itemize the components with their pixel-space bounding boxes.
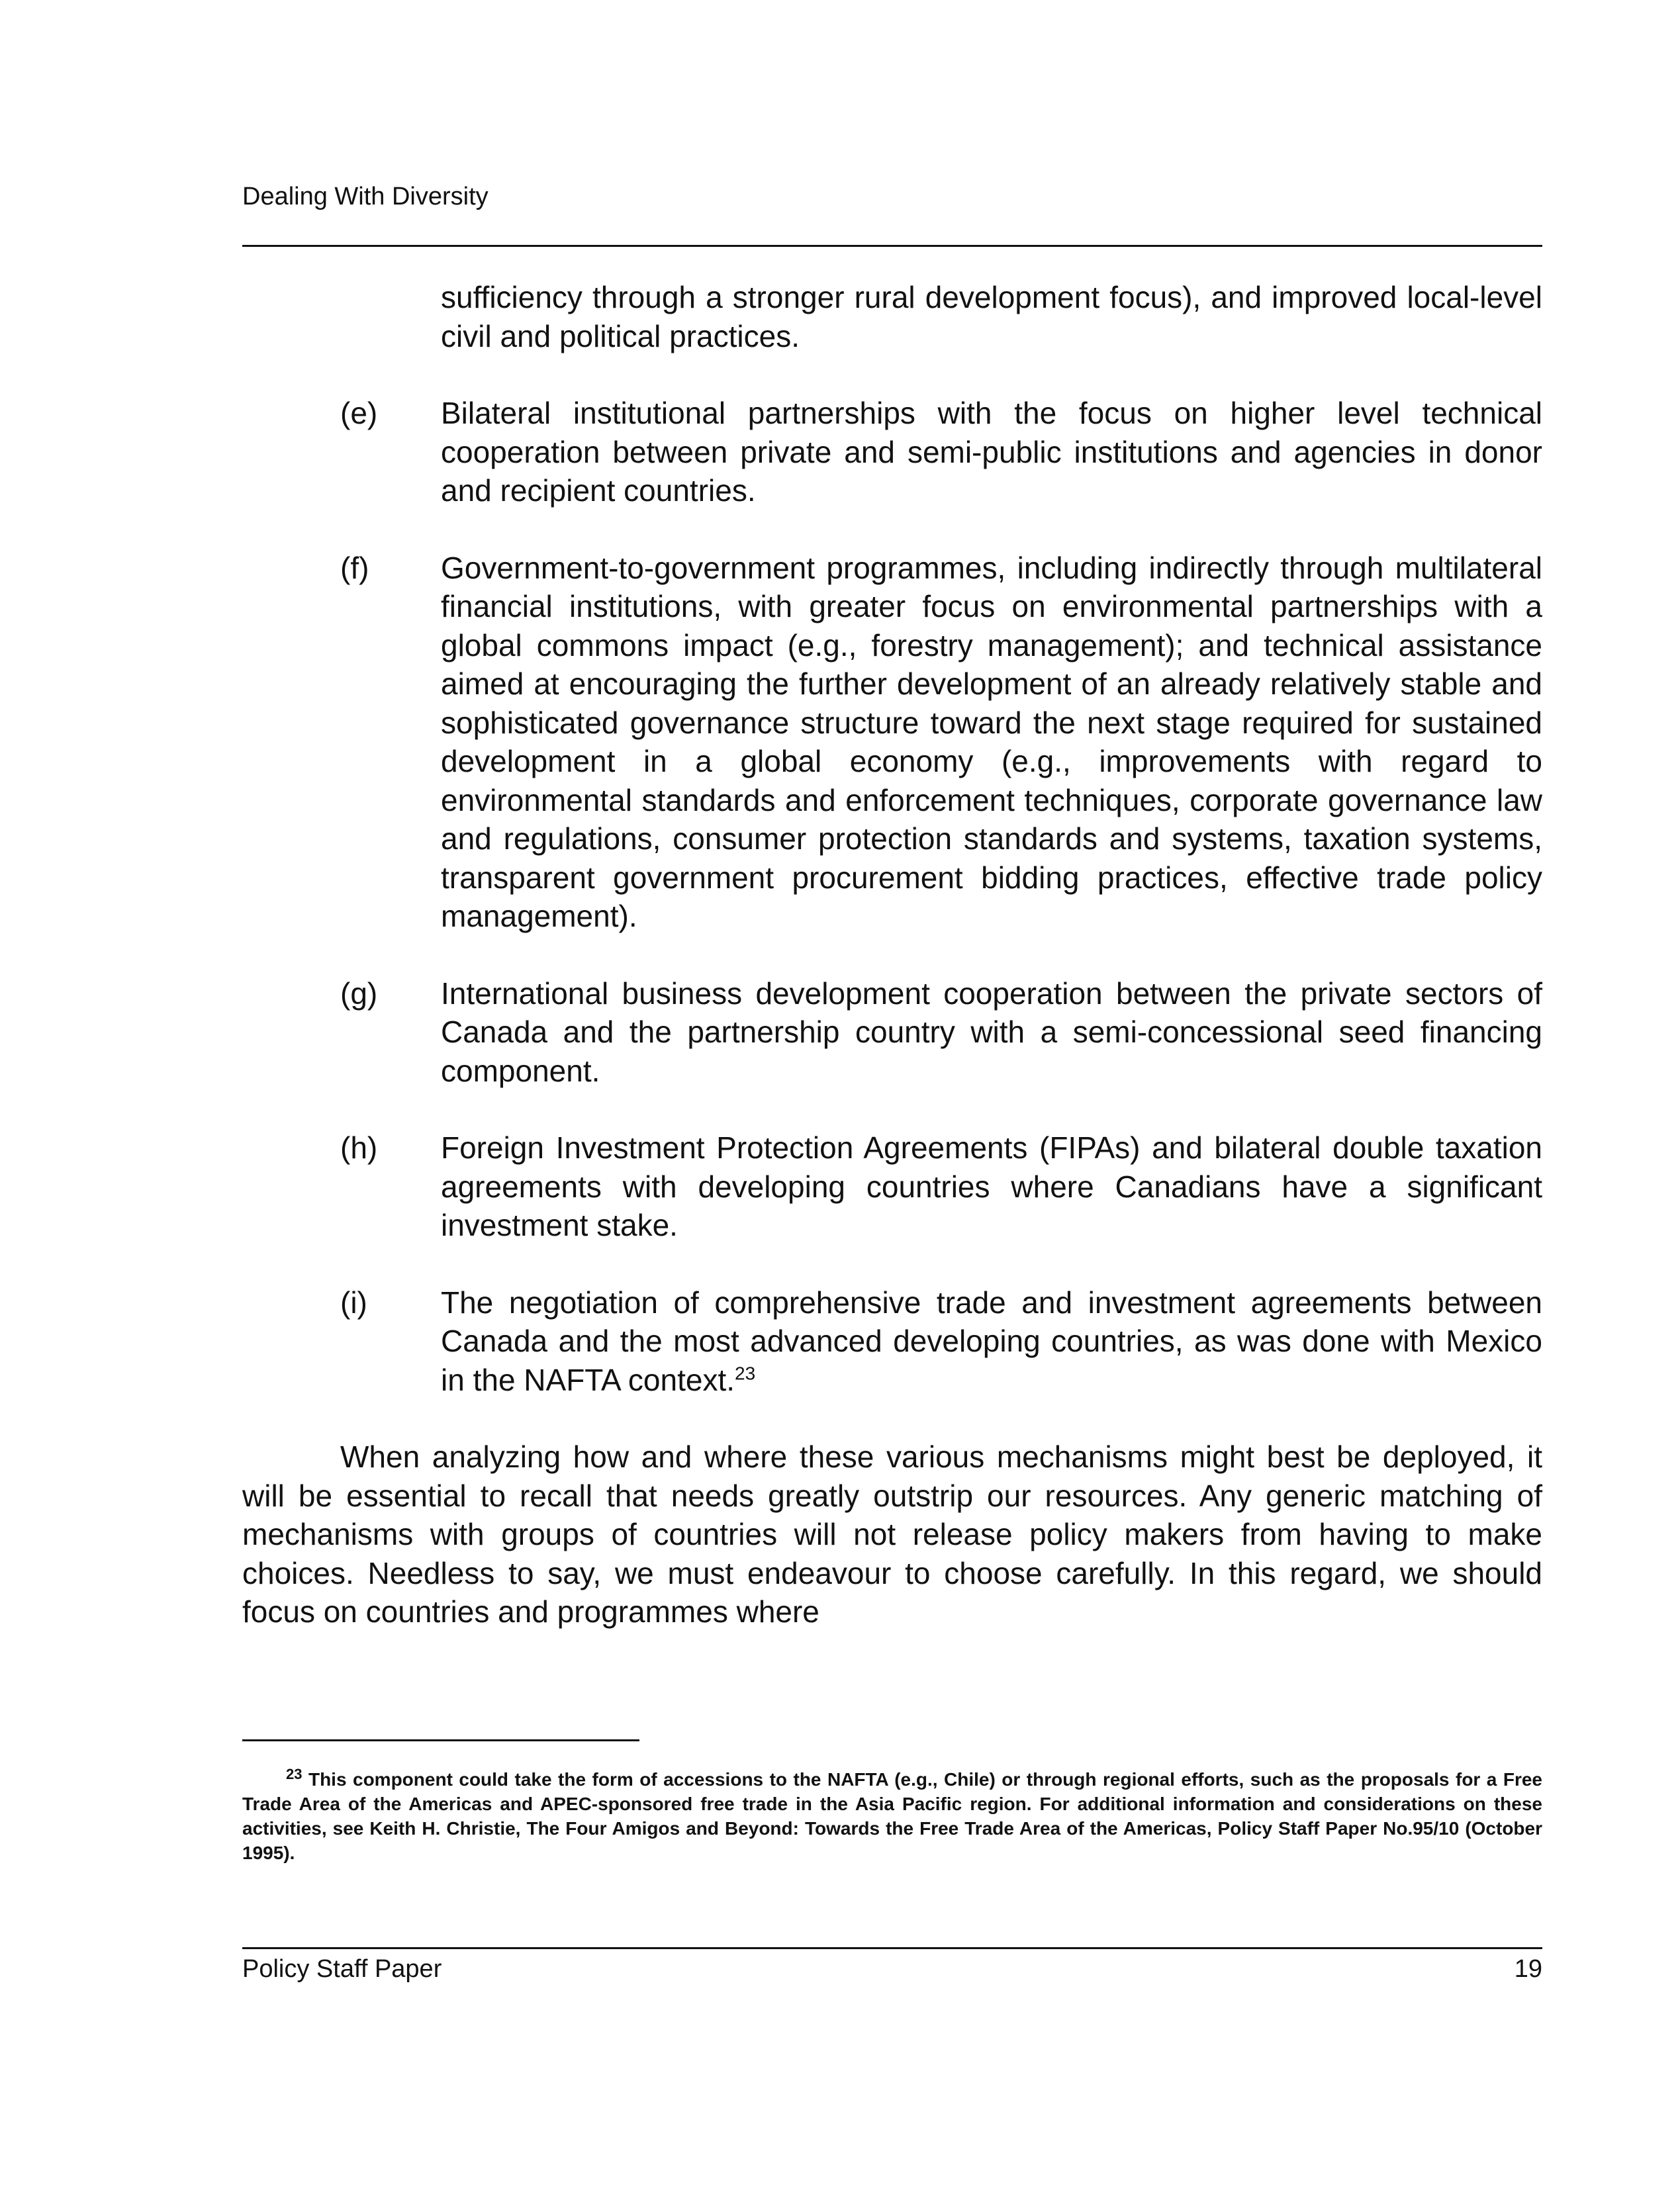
list-item-text: sufficiency through a stronger rural development focus), and improved local-level civil and political practices. — [441, 280, 1542, 353]
list-item-text — [441, 1283, 1542, 1400]
footer-rule — [242, 1947, 1542, 1949]
list-item-text-content: The negotiation of comprehensive trade and investment agreements between Canada and the most advanced developing countries, as was done with Mexico in the NAFTA context. — [441, 1285, 1542, 1397]
list-item-h — [242, 1128, 1542, 1245]
footnote-text: This component could take the form of accessions to the NAFTA (e.g., Chile) or through regional efforts, such as the proposals for a Free Trade Area of the Americas and APEC-sponsored free trade in the Asia Pacific region. For additional information and considerations on these activities, see Keith H. Christie, The Four Amigos and Beyond: Towards the Free Trade Area of the Americas, Policy Staff Paper No.95/10 (October 1995). — [242, 1769, 1542, 1863]
page-number: 19 — [1514, 1955, 1542, 1983]
list-item-text: International business development cooperation between the private sectors of Canada and the partnership country with a semi-concessional seed financing component. — [441, 976, 1542, 1088]
body-paragraph: When analyzing how and where these various mechanisms might best be deployed, it will be essential to recall that needs greatly outstrip our resources. Any generic matching of mechanisms with groups of countries will not release policy makers from having to make choices. Needless to say, we must endeavour to choose carefully. In this regard, we should focus on countries and programmes where — [242, 1440, 1542, 1629]
running-header: Dealing With Diversity — [242, 183, 489, 210]
running-footer: Policy Staff Paper — [242, 1955, 442, 1983]
list-item-marker: (g) — [340, 976, 378, 1011]
footnote-rule — [242, 1739, 639, 1741]
list-item-e — [242, 394, 1542, 510]
list-item-text: Bilateral institutional partnerships with the focus on higher level technical cooperation between private and semi-public institutions and agencies in donor and recipient countries. — [441, 396, 1542, 508]
list-item-marker: (i) — [340, 1285, 367, 1320]
list-item-i — [242, 1283, 1542, 1400]
list-item-marker: (h) — [340, 1130, 378, 1165]
list-item-g — [242, 974, 1542, 1091]
list-item-marker: (e) — [340, 396, 378, 430]
footnote-number: 23 — [286, 1765, 303, 1782]
footnote — [242, 1767, 1542, 1865]
list-item-f — [242, 549, 1542, 936]
footnote-reference[interactable]: 23 — [735, 1363, 756, 1384]
main-content — [242, 278, 1542, 1631]
list-item-text: Foreign Investment Protection Agreements (FIPAs) and bilateral double taxation agreements with developing countries where Canadians have a significant investment stake. — [441, 1130, 1542, 1242]
list-item-continuation — [242, 278, 1542, 355]
header-rule — [242, 245, 1542, 247]
list-item-text: Government-to-government programmes, including indirectly through multilateral financial institutions, with greater focus on environmental partnerships with a global commons impact (e.g., forestry management); and technical assistance aimed at encouraging the further development of an already relatively stable and sophisticated governance structure toward the next stage required for sustained development in a global economy (e.g., improvements with regard to environmental standards and enforcement techniques, corporate governance law and regulations, consumer protection standards and systems, taxation systems, transparent government procurement bidding practices, effective trade policy management). — [441, 550, 1542, 933]
list-item-marker: (f) — [340, 550, 369, 585]
